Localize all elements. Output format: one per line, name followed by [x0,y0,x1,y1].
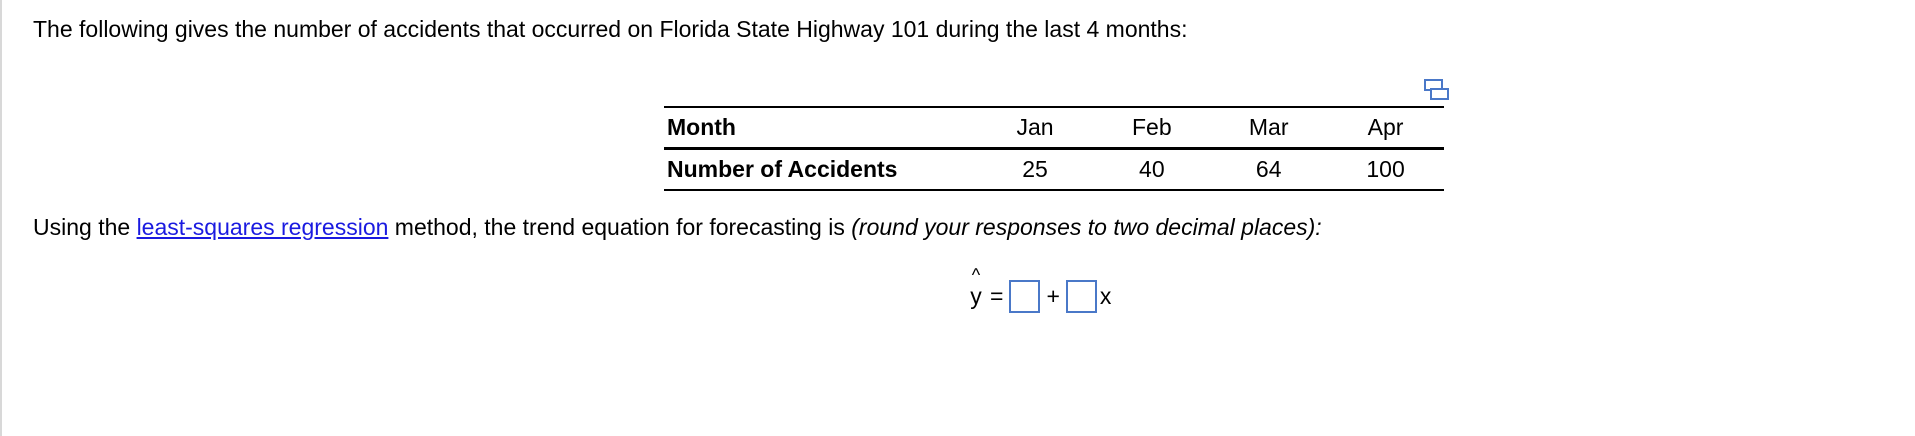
y-variable: y [970,282,982,309]
table-row [664,149,1444,191]
month-mar: Mar [1248,114,1289,140]
slope-input[interactable] [1066,280,1097,313]
month-header: Month [667,114,736,140]
accidents-row-label: Number of Accidents [667,156,898,182]
intercept-input[interactable] [1009,280,1040,313]
accidents-table [664,106,1444,191]
rounding-instruction: (round your responses to two decimal places): [851,214,1322,240]
left-border [0,0,2,436]
intro-text: The following gives the number of accidents that occurred on Florida State Highway 101 during the last 4 months: [33,16,1188,42]
question-prefix: Using the [33,214,137,240]
question-text [33,212,1322,242]
month-feb: Feb [1132,114,1172,140]
accidents-apr: 100 [1366,156,1405,182]
month-apr: Apr [1367,114,1404,140]
accidents-feb: 40 [1139,156,1165,182]
month-jan: Jan [1016,114,1054,140]
y-hat-symbol [968,264,984,310]
x-variable: x [1099,282,1112,309]
accidents-mar: 64 [1255,156,1282,182]
question-middle: method, the trend equation for forecasting is [388,214,852,240]
table-header-row [664,107,1444,149]
least-squares-link[interactable]: least-squares regression [136,214,389,240]
copy-icon[interactable] [1424,79,1450,101]
accidents-jan: 25 [1022,156,1048,182]
equals-sign: = [990,282,1004,309]
hat-mark: ^ [971,264,981,285]
plus-sign: + [1046,282,1060,309]
trend-equation [968,264,1112,316]
